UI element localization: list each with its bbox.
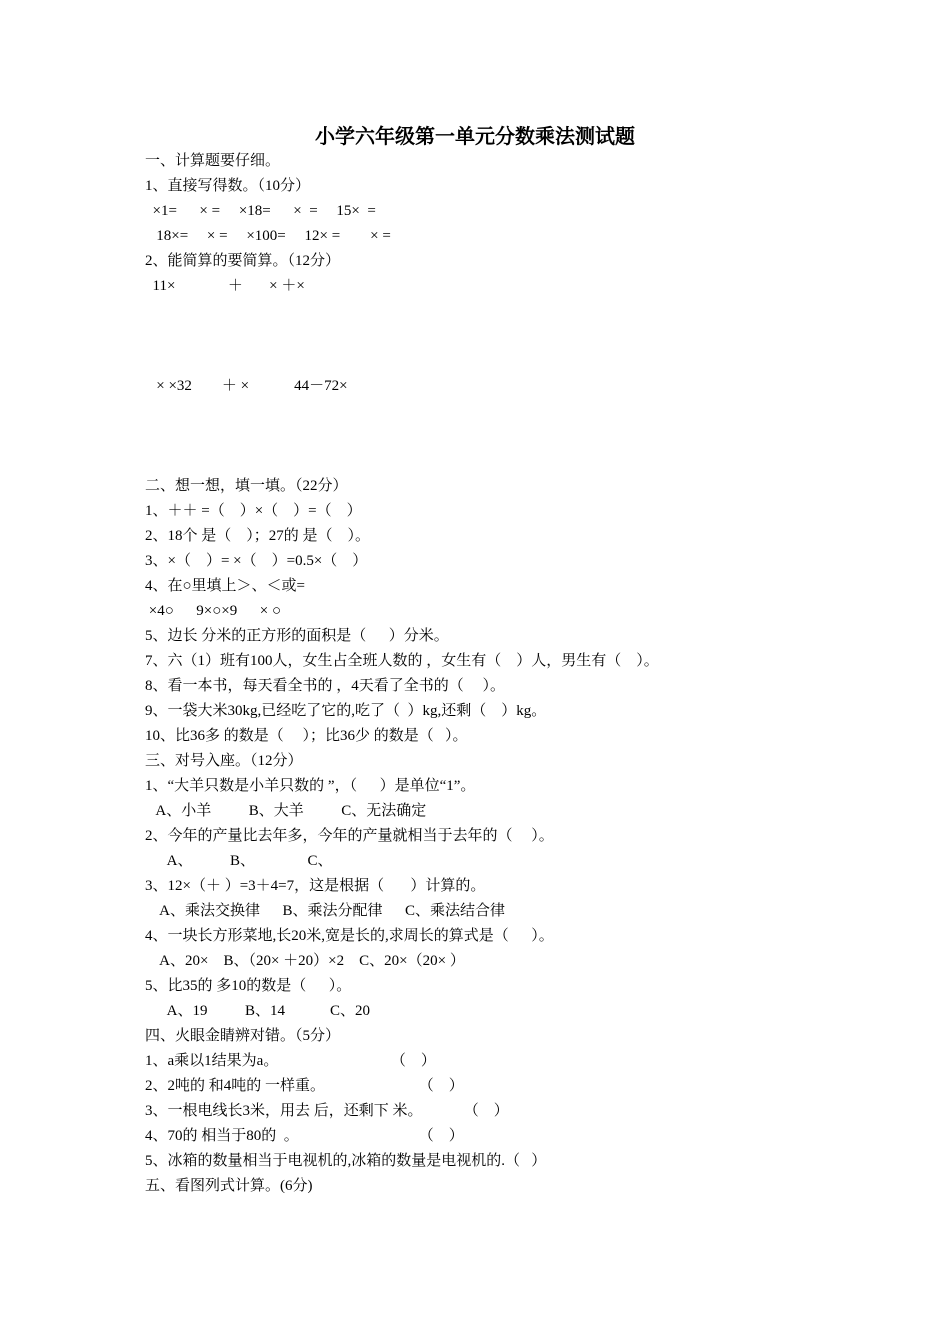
question-line: 1、“大羊只数是小羊只数的 ”，（ ）是单位“1”。: [145, 778, 476, 794]
question-line: 4、一块长方形菜地,长20米,宽是长的,求周长的算式是（ ）。: [145, 928, 554, 944]
calc-row: 18×= × = ×100= 12× = × =: [145, 228, 391, 244]
answer-options: A、 B、 C、: [145, 853, 333, 869]
question-line: 2、今年的产量比去年多，今年的产量就相当于去年的（ ）。: [145, 828, 554, 844]
calc-row: ×1= × = ×18= × = 15× =: [145, 203, 376, 219]
judge-line: 4、70的 相当于80的 。 （ ）: [145, 1128, 464, 1144]
calc-row: 11× ＋ × ＋×: [145, 278, 305, 294]
answer-options: A、19 B、14 C、20: [145, 1003, 371, 1019]
section-four-heading: 四、火眼金睛辨对错。（5分）: [145, 1028, 341, 1044]
question-line: 2、18个 是（ ）；27的 是（ ）。: [145, 528, 371, 544]
question-line: 5、比35的 多10的数是（ ）。: [145, 978, 352, 994]
question-heading: 2、能简算的要简算。（12分）: [145, 253, 341, 269]
question-heading: 1、直接写得数。（10分）: [145, 178, 311, 194]
answer-options: A、乘法交换律 B、乘法分配律 C、乘法结合律: [145, 903, 506, 919]
section-two-heading: 二、想一想，填一填。（22分）: [145, 478, 348, 494]
answer-options: A、20× B、（20× ＋20）×2 C、20×（20× ）: [145, 953, 465, 969]
section-five-heading: 五、看图列式计算。(6分): [145, 1178, 313, 1194]
question-line: 9、一袋大米30kg,已经吃了它的,吃了（ ）kg,还剩（ ）kg。: [145, 703, 547, 719]
compare-row: ×4○ 9×○×9 × ○: [145, 603, 282, 619]
calc-row: × ×32 ＋ × 44－72×: [145, 378, 348, 394]
question-line: 3、×（ ）= ×（ ）=0.5×（ ）: [145, 553, 368, 569]
question-line: 10、比36多 的数是（ ）；比36少 的数是（ ）。: [145, 728, 468, 744]
answer-options: A、小羊 B、大羊 C、无法确定: [145, 803, 427, 819]
judge-line: 5、冰箱的数量相当于电视机的,冰箱的数量是电视机的.（ ）: [145, 1153, 547, 1169]
judge-line: 3、一根电线长3米，用去 后，还剩下 米。 （ ）: [145, 1103, 509, 1119]
question-line: 4、在○里填上＞、＜或=: [145, 578, 306, 594]
judge-line: 1、a乘以1结果为a。 （ ）: [145, 1053, 436, 1069]
question-line: 1、＋＋ =（ ）×（ ）=（ ）: [145, 503, 362, 519]
question-line: 8、看一本书，每天看全书的 ，4天看了全书的（ ）。: [145, 678, 506, 694]
page-title: 小学六年级第一单元分数乘法测试题: [315, 126, 635, 148]
question-line: 7、六（1）班有100人，女生占全班人数的 ，女生有（ ）人，男生有（ ）。: [145, 653, 659, 669]
section-three-heading: 三、对号入座。（12分）: [145, 753, 303, 769]
judge-line: 2、2吨的 和4吨的 一样重。 （ ）: [145, 1078, 464, 1094]
question-line: 3、12×（＋ ）=3＋4=7，这是根据（ ）计算的。: [145, 878, 486, 894]
question-line: 5、边长 分米的正方形的面积是（ ）分米。: [145, 628, 449, 644]
section-one-heading: 一、计算题要仔细。: [145, 153, 281, 169]
